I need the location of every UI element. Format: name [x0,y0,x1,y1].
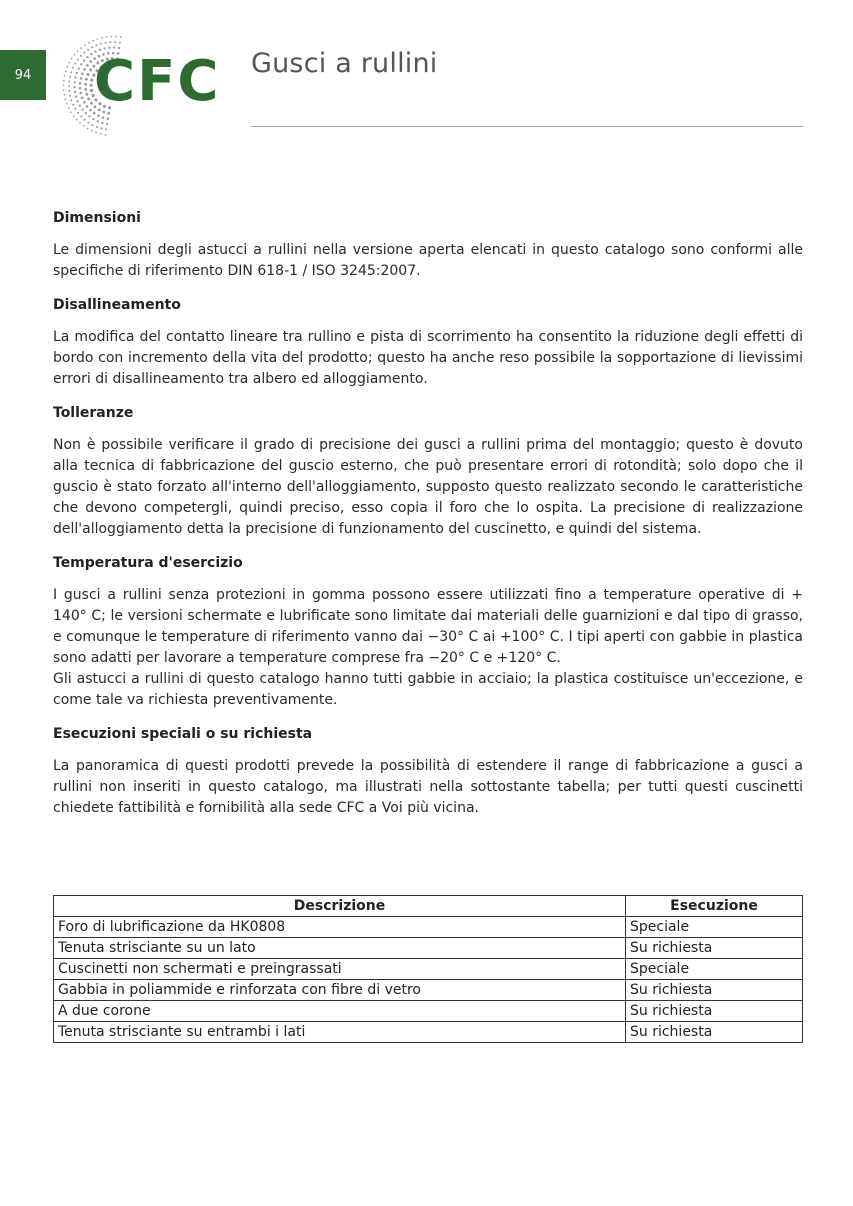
logo-dot [95,132,97,134]
logo-dot [77,112,79,114]
logo-dot [87,73,90,76]
section-heading: Esecuzioni speciali o su richiesta [53,726,313,742]
logo-dot [101,122,103,124]
logo-dot [85,112,87,114]
logo-dot [73,86,75,88]
table-row [54,980,803,1001]
logo-dot [92,124,94,126]
cfc-logo [58,34,233,138]
logo-dot [87,49,89,51]
logo-dot [79,87,82,90]
logo-dot [69,76,71,78]
table-row [54,959,803,980]
logo-dot [86,64,89,67]
logo-dot [77,100,79,102]
logo-dot [84,88,87,91]
logo-dot [63,84,65,86]
logo-dot [105,129,107,131]
logo-dot [83,59,85,61]
logo-dot [86,56,88,58]
logo-text: CFC [94,49,221,114]
section-paragraph: Le dimensioni degli astucci a rullini nella versione aperta elencati in questo catalogo sono conformi alle specifiche di riferimento DIN 618-1 / ISO 3245:2007. [53,242,803,279]
table-cell: Tenuta strisciante su entrambi i lati [54,1022,626,1043]
logo-dot [80,55,82,57]
logo-dot [86,105,89,108]
logo-dot [66,66,68,68]
logo-dot [74,91,76,93]
logo-dot [100,133,102,135]
logo-dot [89,69,92,72]
logo-dot [70,111,72,113]
logo-dot [76,72,78,74]
table-cell: Foro di lubrificazione da HK0808 [54,917,626,938]
header-divider [251,126,803,127]
table-cell: Su richiesta [626,980,803,1001]
table-row [54,1022,803,1043]
section-heading: Dimensioni [53,210,141,226]
logo-dot [78,67,80,69]
logo-dot [87,128,89,130]
logo-dot [92,118,94,120]
logo-dot [68,90,70,92]
logo-dot [83,68,86,71]
logo-dot [114,41,116,43]
table-row [54,1001,803,1022]
table-cell: Gabbia in poliammide e rinforzata con fibre di vetro [54,980,626,1001]
logo-dot [109,41,111,43]
logo-dot [74,54,76,56]
logo-dot [74,76,76,78]
logo-dot [115,36,117,38]
section-paragraph: La panoramica di questi prodotti prevede la possibilità di estendere il range di fabbricazione a gusci a rullini non inseriti in questo catalogo, ma illustrati nella sottostante tabella; per tutti questi cuscinetti chiedete fattibilità e fornibilità alla sede CFC a Voi più vicina. [53,758,803,816]
logo-dot [70,99,72,101]
table-header-row [54,896,803,917]
logo-dot [70,71,72,73]
logo-dot [85,78,88,81]
logo-dot [111,36,113,38]
logo-dot [72,67,74,69]
logo-dot [88,115,90,117]
logo-dot [102,116,105,119]
logo-dot [68,62,70,64]
main-content [53,210,803,834]
logo-dot [89,109,92,112]
logo-dot [83,125,85,127]
column-header-esecuzione: Esecuzione [626,896,803,917]
section-dimensioni [53,210,803,282]
section-temperatura [53,555,803,711]
logo-dot [68,81,70,83]
logo-dot [65,71,67,73]
logo-dot [97,114,100,117]
logo-dot [104,134,106,136]
table-cell: Cuscinetti non schermati e preingrassati [54,959,626,980]
logo-dot [79,82,82,85]
logo-dot [92,40,94,42]
logo-dot [79,104,81,106]
section-esecuzioni-speciali [53,726,803,819]
logo-dot [74,63,76,65]
logo-dot [63,80,65,82]
logo-dot [79,122,81,124]
logo-dot [66,103,68,105]
logo-dot [107,117,110,120]
section-paragraph: Non è possibile verificare il grado di precisione dei gusci a rullini prima del montaggio; questo è dovuto alla tecnica di fabbricazione del guscio esterno, che può presentare errori di rotondità; solo dopo che il guscio è stato forzato all'interno dell'alloggiamento, supposto questo realizzato secondo le caratteristiche che devono competergli, quindi preciso, esso copia il foro che lo ospita. La precisione di realizzazione dell'alloggiamento detta la precisione di funzionamento del cuscinetto, e quindi del sistema. [53,437,803,537]
logo-dot [80,92,83,95]
table-cell: Tenuta strisciante su un lato [54,938,626,959]
logo-dot [64,98,66,100]
logo-dot [84,83,87,86]
logo-dot [88,122,90,124]
logo-dot [84,44,86,46]
logo-dot [74,108,76,110]
logo-dot [63,94,65,96]
section-heading: Tolleranze [53,405,134,421]
logo-dot [71,58,73,60]
table-row [54,938,803,959]
table-cell: Su richiesta [626,938,803,959]
logo-dot [85,93,88,96]
section-paragraph: I gusci a rullini senza protezioni in gomma possono essere utilizzati fino a temperature operative di + 140° C; le versioni schermate e lubrificate sono limitate dai materiali delle guarnizioni e dal tipo di grasso, e comunque le temperature di riferimento vanno dai −30° C ai +100° C. I tipi aperti con gabbie in plastica sono adatti per lavorare a temperature comprese fra −20° C e +120° C. [53,587,803,666]
table-cell: Su richiesta [626,1022,803,1043]
logo-dot [77,59,79,61]
logo-dot [106,123,108,125]
section-paragraph: Gli astucci a rullini di questo catalogo hanno tutti gabbie in acciaio; la plastica costituisce un'eccezione, e come tale va richiesta preventivamente. [53,671,803,708]
page-title: Gusci a rullini [251,48,438,79]
logo-dot [90,89,93,92]
logo-dot [90,53,92,55]
logo-dot [100,43,102,45]
logo-dot [89,60,92,63]
table-cell: Speciale [626,959,803,980]
logo-dot [68,85,70,87]
logo-dot [77,50,79,52]
table-row [54,917,803,938]
special-executions-table [53,895,803,1043]
logo-dot [101,128,103,130]
logo-dot [105,42,107,44]
logo-dot [73,115,75,117]
logo-dot [96,44,98,46]
logo-dot [74,81,76,83]
logo-dot [91,46,93,48]
logo-dot [80,63,82,65]
logo-dot [101,37,103,39]
table-cell: A due corone [54,1001,626,1022]
logo-dot [88,42,90,44]
logo-dot [89,84,92,87]
section-heading: Temperatura d'esercizio [53,555,243,571]
logo-dot [72,104,74,106]
column-header-descrizione: Descrizione [54,896,626,917]
section-tolleranze [53,405,803,540]
logo-dot [119,42,121,44]
logo-dot [91,130,93,132]
section-disallineamento [53,297,803,390]
logo-dot [75,96,77,98]
section-heading: Disallineamento [53,297,181,313]
logo-dot [80,47,82,49]
logo-dot [90,78,93,81]
logo-dot [69,95,71,97]
logo-dot [80,115,82,117]
logo-dot [97,38,99,40]
logo-dot [120,36,122,38]
logo-dot [81,108,83,110]
logo-dot [97,120,99,122]
table-cell: Speciale [626,917,803,938]
page-number: 94 [0,50,46,100]
logo-dot [84,119,86,121]
logo-dot [87,97,90,100]
logo-dot [106,36,108,38]
logo-dot [83,101,86,104]
section-paragraph: La modifica del contatto lineare tra rullino e pista di scorrimento ha consentito la riduzione degli effetti di bordo con incremento della vita del prodotto; questo ha anche reso possibile la sopportazione di lievissimi errori di disallineamento tra albero ed alloggiamento. [53,329,803,387]
logo-dot [90,102,93,105]
logo-dot [64,75,66,77]
logo-dot [68,107,70,109]
logo-dot [83,52,85,54]
logo-dot [81,97,84,100]
table-cell: Su richiesta [626,1001,803,1022]
logo-dot [76,119,78,121]
logo-dot [63,89,65,91]
logo-dot [96,126,98,128]
logo-dot [80,77,83,80]
logo-dot [81,72,84,75]
